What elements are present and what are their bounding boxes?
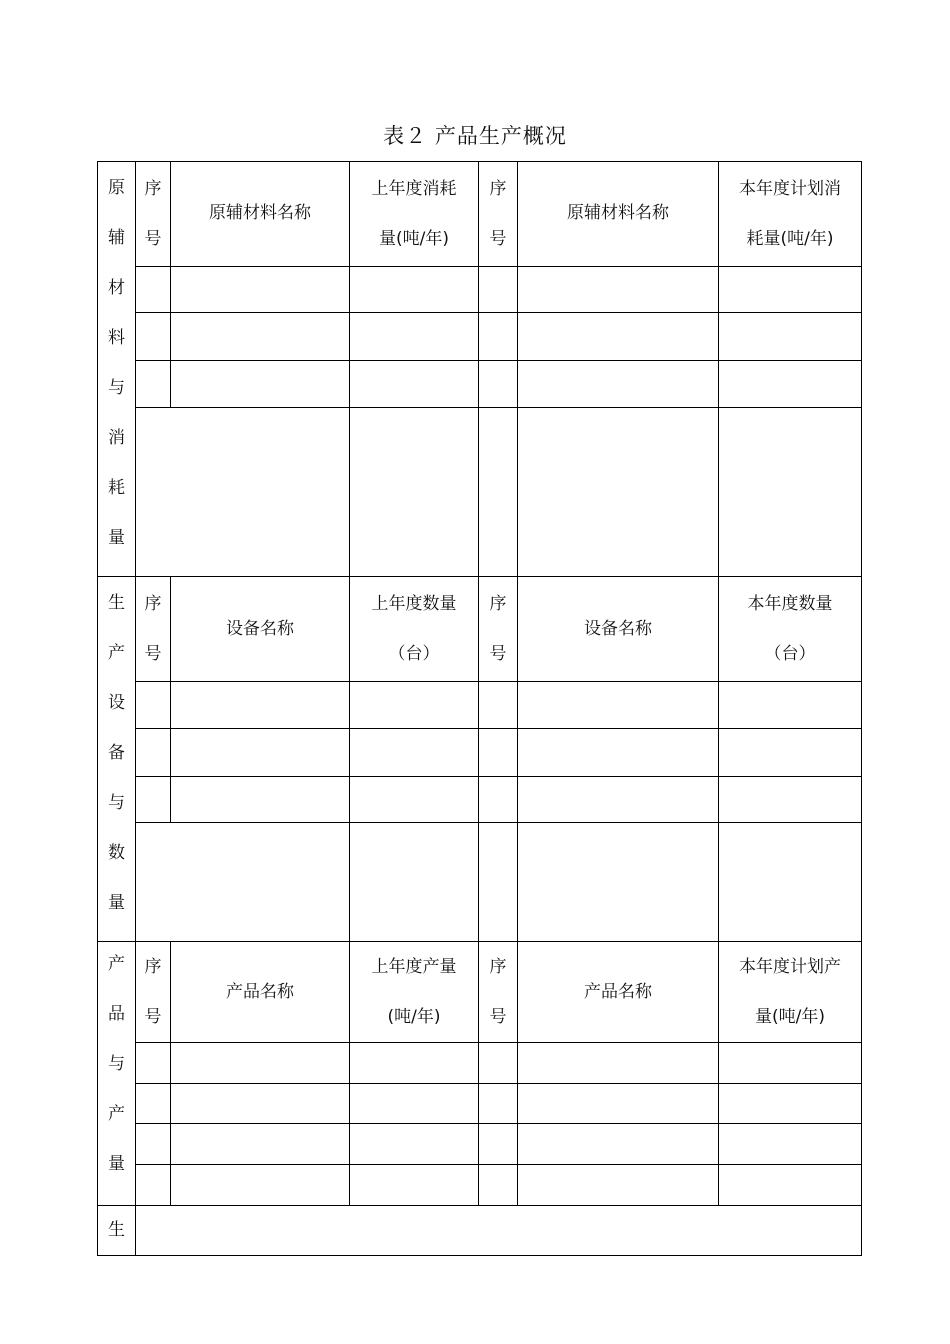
seq-cell[interactable]	[479, 823, 518, 942]
output-cell[interactable]	[350, 1084, 479, 1124]
equipment-name-header: 设备名称	[171, 577, 350, 682]
table-row	[98, 1124, 862, 1165]
output-cell[interactable]	[350, 1165, 479, 1206]
quantity-cell[interactable]	[350, 313, 479, 361]
seq-cell[interactable]	[479, 361, 518, 408]
quantity-cell[interactable]	[719, 728, 862, 776]
seq-cell[interactable]	[479, 1124, 518, 1165]
output-cell[interactable]	[719, 1124, 862, 1165]
material-name-cell[interactable]	[136, 407, 350, 576]
seq-header: 序 号	[136, 942, 171, 1043]
quantity-cell[interactable]	[719, 313, 862, 361]
output-cell[interactable]	[719, 1084, 862, 1124]
table-row	[98, 266, 862, 313]
quantity-cell[interactable]	[719, 361, 862, 408]
section4-content-cell[interactable]	[136, 1206, 862, 1256]
seq-cell[interactable]	[479, 776, 518, 823]
product-name-cell[interactable]	[518, 1043, 719, 1084]
equipment-name-cell[interactable]	[518, 728, 719, 776]
page-title: 表２ 产品生产概况	[383, 124, 567, 148]
product-name-cell[interactable]	[171, 1165, 350, 1206]
output-cell[interactable]	[350, 1043, 479, 1084]
seq-header: 序 号	[136, 162, 171, 267]
seq-cell[interactable]	[136, 682, 171, 729]
section3-label: 产 品 与 产 量	[98, 942, 136, 1206]
last-year-quantity-header: 上年度数量 （台）	[350, 577, 479, 682]
product-name-cell[interactable]	[171, 1124, 350, 1165]
seq-cell[interactable]	[136, 776, 171, 823]
material-name-header: 原辅材料名称	[518, 162, 719, 267]
table-row	[98, 313, 862, 361]
seq-cell[interactable]	[479, 682, 518, 729]
section3-header-row	[98, 942, 862, 1043]
section4-row	[98, 1206, 862, 1256]
seq-cell[interactable]	[479, 313, 518, 361]
seq-cell[interactable]	[136, 1084, 171, 1124]
quantity-cell[interactable]	[350, 823, 479, 942]
table-row	[98, 1084, 862, 1124]
table-row	[98, 361, 862, 408]
table-row	[98, 1165, 862, 1206]
product-name-header: 产品名称	[171, 942, 350, 1043]
seq-header: 序 号	[479, 162, 518, 267]
quantity-cell[interactable]	[350, 682, 479, 729]
seq-cell[interactable]	[136, 1124, 171, 1165]
this-year-plan-consumption-header: 本年度计划消 耗量(吨/年)	[719, 162, 862, 267]
seq-cell[interactable]	[136, 313, 171, 361]
equipment-name-cell[interactable]	[136, 823, 350, 942]
last-year-output-header: 上年度产量 (吨/年)	[350, 942, 479, 1043]
material-name-cell[interactable]	[518, 361, 719, 408]
seq-cell[interactable]	[136, 1043, 171, 1084]
material-name-cell[interactable]	[518, 313, 719, 361]
product-name-cell[interactable]	[518, 1124, 719, 1165]
quantity-cell[interactable]	[719, 266, 862, 313]
last-year-consumption-header: 上年度消耗 量(吨/年)	[350, 162, 479, 267]
seq-cell[interactable]	[136, 728, 171, 776]
seq-cell[interactable]	[479, 1084, 518, 1124]
product-name-cell[interactable]	[518, 1084, 719, 1124]
output-cell[interactable]	[350, 1124, 479, 1165]
quantity-cell[interactable]	[719, 776, 862, 823]
material-name-header: 原辅材料名称	[171, 162, 350, 267]
table-row	[98, 728, 862, 776]
section2-header-row	[98, 577, 862, 682]
production-overview-table	[97, 161, 862, 1256]
this-year-plan-output-header: 本年度计划产 量(吨/年)	[719, 942, 862, 1043]
product-name-header: 产品名称	[518, 942, 719, 1043]
product-name-cell[interactable]	[518, 1165, 719, 1206]
material-name-cell[interactable]	[518, 407, 719, 576]
quantity-cell[interactable]	[350, 361, 479, 408]
table-row	[98, 407, 862, 576]
output-cell[interactable]	[719, 1165, 862, 1206]
equipment-name-cell[interactable]	[518, 776, 719, 823]
section2-label: 生 产 设 备 与 数 量	[98, 577, 136, 942]
product-name-cell[interactable]	[171, 1043, 350, 1084]
seq-header: 序 号	[479, 942, 518, 1043]
this-year-quantity-header: 本年度数量 （台）	[719, 577, 862, 682]
equipment-name-cell[interactable]	[171, 682, 350, 729]
section4-label: 生	[98, 1206, 136, 1256]
quantity-cell[interactable]	[719, 682, 862, 729]
section1-label: 原 辅 材 料 与 消 耗 量	[98, 162, 136, 577]
seq-cell[interactable]	[479, 266, 518, 313]
seq-cell[interactable]	[479, 1165, 518, 1206]
equipment-name-cell[interactable]	[518, 682, 719, 729]
output-cell[interactable]	[719, 1043, 862, 1084]
quantity-cell[interactable]	[719, 407, 862, 576]
material-name-cell[interactable]	[171, 313, 350, 361]
section1-header-row	[98, 162, 862, 267]
quantity-cell[interactable]	[350, 728, 479, 776]
table-row	[98, 823, 862, 942]
equipment-name-cell[interactable]	[171, 728, 350, 776]
quantity-cell[interactable]	[350, 266, 479, 313]
material-name-cell[interactable]	[171, 266, 350, 313]
equipment-name-header: 设备名称	[518, 577, 719, 682]
quantity-cell[interactable]	[350, 407, 479, 576]
equipment-name-cell[interactable]	[518, 823, 719, 942]
seq-cell[interactable]	[479, 407, 518, 576]
seq-header: 序 号	[136, 577, 171, 682]
equipment-name-cell[interactable]	[171, 776, 350, 823]
table-row	[98, 1043, 862, 1084]
seq-cell[interactable]	[136, 1165, 171, 1206]
table-row	[98, 776, 862, 823]
material-name-cell[interactable]	[171, 361, 350, 408]
quantity-cell[interactable]	[719, 823, 862, 942]
table-row	[98, 682, 862, 729]
material-name-cell[interactable]	[518, 266, 719, 313]
seq-header: 序 号	[479, 577, 518, 682]
seq-cell[interactable]	[479, 728, 518, 776]
seq-cell[interactable]	[136, 361, 171, 408]
seq-cell[interactable]	[479, 1043, 518, 1084]
seq-cell[interactable]	[136, 266, 171, 313]
quantity-cell[interactable]	[350, 776, 479, 823]
product-name-cell[interactable]	[171, 1084, 350, 1124]
